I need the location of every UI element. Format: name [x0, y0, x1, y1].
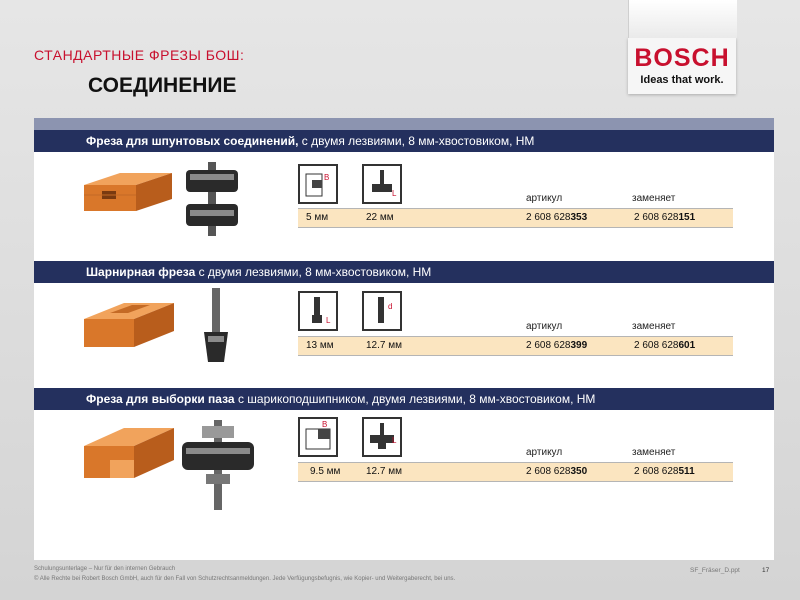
article-prefix: 2 608 628 [526, 212, 571, 223]
dimension-b-label: B [324, 173, 330, 182]
rebate-profile-icon [298, 417, 338, 457]
article-prefix: 2 608 628 [526, 340, 571, 351]
replaces-prefix: 2 608 628 [634, 340, 679, 351]
cutter-length-icon [298, 291, 338, 331]
logo-fold [628, 0, 737, 38]
shank-cell: 12.7 мм [366, 466, 402, 477]
spec-row-1 [298, 208, 733, 228]
article-suffix: 399 [570, 340, 588, 351]
article-cell [526, 340, 587, 351]
replaces-prefix: 2 608 628 [634, 466, 679, 477]
replaces-cell [634, 466, 695, 477]
dimension-b-label: B [322, 420, 328, 429]
section-title-bold: Фреза для выборки паза [86, 392, 235, 406]
section-header-2 [34, 261, 774, 283]
spec-row-2 [298, 336, 733, 356]
size-cell: 5 мм [306, 212, 329, 223]
article-suffix: 353 [570, 212, 588, 223]
dimension-l-label: L [392, 189, 397, 198]
hinge-cutter-image [196, 286, 236, 366]
column-header-replaces: заменяет [632, 321, 676, 332]
shank-cell: 12.7 мм [366, 340, 402, 351]
panel-top-strip [34, 118, 774, 130]
dimension-l-label: L [326, 316, 331, 325]
bearing-cutter-icon [362, 417, 402, 457]
tongue-groove-wood-image [80, 165, 176, 215]
size-cell: 9.5 мм [310, 466, 341, 477]
section-header-1 [34, 130, 774, 152]
section-header-3 [34, 388, 774, 410]
page-number: 17 [762, 567, 770, 574]
article-prefix: 2 608 628 [526, 466, 571, 477]
column-header-replaces: заменяет [632, 193, 676, 204]
replaces-suffix: 151 [678, 212, 696, 223]
column-header-article: артикул [526, 321, 563, 332]
size-cell: 13 мм [306, 340, 334, 351]
section-title-rest: с шарикоподшипником, двумя лезвиями, 8 мм-хвостовиком, НМ [234, 392, 596, 406]
section-title-bold: Фреза для шпунтовых соединений, [86, 134, 299, 148]
spec-row-3 [298, 462, 733, 482]
replaces-cell [634, 340, 695, 351]
profile-diagram-icon [298, 164, 338, 204]
article-suffix: 350 [570, 466, 588, 477]
replaces-cell [634, 212, 695, 223]
footer-filename: SF_Fräser_D.ppt [690, 567, 740, 574]
section-title-bold: Шарнирная фреза [86, 265, 196, 279]
rebate-wood-image [80, 420, 176, 480]
page-subtitle: СТАНДАРТНЫЕ ФРЕЗЫ БОШ: [34, 47, 245, 63]
bosch-logo [628, 38, 736, 94]
footer-copyright: © Alle Rechte bei Robert Bosch GmbH, auch für den Fall von Schutzrechtsanmeldungen. Jede Verfügungsbefugnis, wie Kopier- und Weitergaberecht, bei uns. [34, 576, 456, 582]
column-header-article: артикул [526, 447, 563, 458]
column-header-replaces: заменяет [632, 447, 676, 458]
article-cell [526, 466, 587, 477]
hinge-wood-image [80, 295, 176, 351]
logo-tagline: Ideas that work. [640, 74, 724, 86]
replaces-suffix: 511 [678, 466, 695, 477]
replaces-prefix: 2 608 628 [634, 212, 679, 223]
article-cell [526, 212, 587, 223]
logo-brand: BOSCH [634, 44, 730, 72]
section-title-rest: с двумя лезвиями, 8 мм-хвостовиком, НМ [195, 265, 432, 279]
page-title: СОЕДИНЕНИЕ [88, 74, 237, 97]
replaces-suffix: 601 [678, 340, 696, 351]
cutter-dimension-icon [362, 164, 402, 204]
shank-cell: 22 мм [366, 212, 394, 223]
section-title-rest: с двумя лезвиями, 8 мм-хвостовиком, НМ [298, 134, 535, 148]
footer-note: Schulungsunterlage – Nur für den internen Gebrauch [34, 566, 176, 572]
tongue-groove-cutter-image [180, 160, 244, 238]
rebate-cutter-image [178, 418, 258, 514]
cutter-diameter-icon [362, 291, 402, 331]
column-header-article: артикул [526, 193, 563, 204]
dimension-l-label: L [392, 436, 397, 445]
dimension-d-label: d [388, 302, 393, 311]
